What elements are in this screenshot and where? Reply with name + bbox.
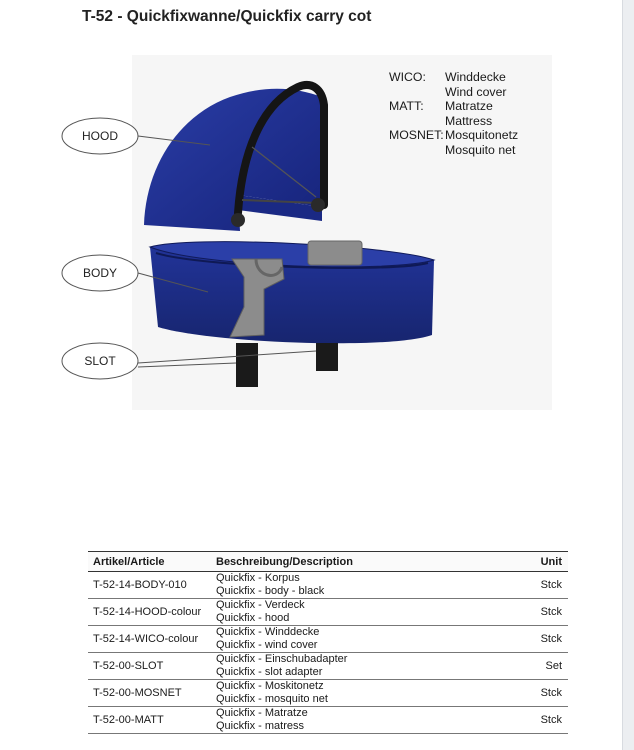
table-row xyxy=(88,653,568,680)
unit-cell: Set xyxy=(491,653,568,680)
unit-cell: Stck xyxy=(491,572,568,599)
column-header-unit: Unit xyxy=(491,552,568,572)
description-cell: Quickfix - Einschubadapter Quickfix - slot adapter xyxy=(211,653,491,680)
legend-entry: MOSNET: Mosquitonetz xyxy=(389,128,519,143)
body-part xyxy=(150,241,434,343)
svg-text:SLOT: SLOT xyxy=(84,354,116,368)
article-cell: T-52-14-WICO-colour xyxy=(88,626,211,653)
hood-pivot-right xyxy=(311,198,325,212)
column-header-description: Beschreibung/Description xyxy=(211,552,491,572)
page-title: T-52 - Quickfixwanne/Quickfix carry cot xyxy=(82,8,372,25)
table-row xyxy=(88,572,568,599)
legend-entry: WICO: Winddecke xyxy=(389,70,506,84)
article-cell: T-52-00-MOSNET xyxy=(88,680,211,707)
slot-adapter-right xyxy=(316,343,338,371)
article-cell: T-52-14-BODY-010 xyxy=(88,572,211,599)
article-cell: T-52-00-SLOT xyxy=(88,653,211,680)
description-cell: Quickfix - Matratze Quickfix - matress xyxy=(211,707,491,734)
column-header-article: Artikel/Article xyxy=(88,552,211,572)
description-cell: Quickfix - Verdeck Quickfix - hood xyxy=(211,599,491,626)
table-row xyxy=(88,680,568,707)
parts-table xyxy=(88,551,568,734)
legend-entry: MATT: Matratze xyxy=(389,99,493,114)
table-row xyxy=(88,626,568,653)
unit-cell: Stck xyxy=(491,680,568,707)
svg-text:BODY: BODY xyxy=(82,266,118,280)
adapter-rear xyxy=(308,241,362,265)
svg-text:HOOD: HOOD xyxy=(82,129,118,143)
table-row xyxy=(88,707,568,734)
unit-cell: Stck xyxy=(491,626,568,653)
table-header-row xyxy=(88,552,568,572)
unit-cell: Stck xyxy=(491,707,568,734)
window-edge xyxy=(622,0,634,750)
description-cell: Quickfix - Moskitonetz Quickfix - mosquito net xyxy=(211,680,491,707)
description-cell: Quickfix - Korpus Quickfix - body - black xyxy=(211,572,491,599)
abbreviation-legend: WICO: Winddecke Wind cover MATT: Matratze Mattress MOSNET: Mosquitonetz Mosquito net xyxy=(389,70,519,157)
slot-adapter-left xyxy=(236,343,258,387)
article-cell: T-52-14-HOOD-colour xyxy=(88,599,211,626)
table-row xyxy=(88,599,568,626)
unit-cell: Stck xyxy=(491,599,568,626)
article-cell: T-52-00-MATT xyxy=(88,707,211,734)
description-cell: Quickfix - Winddecke Quickfix - wind cover xyxy=(211,626,491,653)
hood-pivot-left xyxy=(231,213,245,227)
